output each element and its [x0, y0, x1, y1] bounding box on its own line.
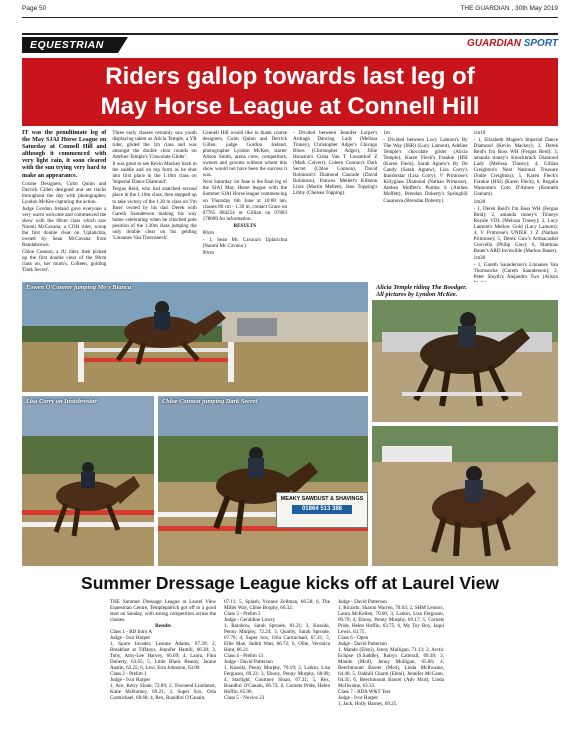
result-line: 80cm [202, 229, 214, 236]
article-column-5 [383, 130, 467, 287]
article-paragraph: Next Saturday 1st June is the final leg of the SJAI May Horse league with the Summer SJAI Horse league commencing on Thursday 6th June at 10:00 am, classes 80 cm - 1.30 m, contact Grace on 07765 884254 or Gillian on 07803 178009 for information. [202, 179, 287, 222]
result-line: - Divided between Jennifer Lorper's Ardragh Dancing Lady (Melissa Tinney), Christopher Adger's Chicago Blues (Christopher Adger), Jillie Houston's Cisba Van T Louzerhof Z (Mark Calvert), Coleen Connon's Dark Secret (Chloe Connon), David Robinson's Diamond Cascade (David Robinson), Frances Mellett's Kilkenn Lixie (Martin Mellett), Jean Topping's Libby (Chelsea Topping). [293, 130, 378, 197]
result-line: - 1, Sean Mc Cavana's Uplarichta (Naomi Mc Cavana ). [202, 236, 287, 249]
photo-caption: Lisa Corry on Innisbrostar [26, 398, 97, 405]
dressage-line: 1, Mando (Eleni), Jenny Mulligan, 71.13; 2, Arctic Eclipse (S.Saddle), Robyn Catterall, 69.38; 3, Mando (Mcd), Jenny Mulligan, 65.86; 4, Beechmount Baxter (Mcd), Linda McIlwaine, 64.46; 5, Oakhill Charm (Eleni), Jennifer McGann, 64.35; 6, Beechmount Baxter (Adv Mcd), Linda McIlwaine, 63.33. [338, 647, 444, 689]
dressage-line: Judge - Ivor Harper [338, 695, 379, 701]
dressage-line: 1, Space Invader, Leanne Adams, 67.39; 2, Breakfast at Tiffanys, Jennifer Hamill, 66.30; 3, Toby, Amy-Lee Harvey, 66.09; 4, Laura, Finn Doherty, 63.65; 5, Little Black Beauty, Janine Austin, 63.25; 6, Lexi, Erin Johnston, 63.00. [110, 641, 216, 671]
dressage-headline: Summer Dressage League kicks off at Laurel View [81, 573, 499, 593]
dressage-line: Class 6 - Open [338, 635, 369, 641]
headline-line-2: May Horse League at Connell Hill [100, 93, 480, 120]
photo-caption: Eowen O'Connor jumping Mo's Bianca [26, 284, 132, 291]
photo-caption: Chloe Connon jumping Dark Secret [162, 398, 258, 405]
dressage-column-3 [338, 599, 444, 733]
dressage-line: Judge - Geraldine Lowry [224, 617, 276, 623]
result-line: 90cm [202, 249, 214, 256]
article-column-4 [293, 130, 377, 287]
dressage-line: Class 4 - Prelim 13 [224, 653, 264, 659]
article-column-2 [112, 130, 196, 287]
headline-line-1: Riders gallop towards last leg of [105, 63, 475, 90]
dressage-line: 1, Ricardo, Sharon Warren, 70.63; 2, SHM Lennox, Laura McKellen, 70.00; 3, Larkin, Lisa Ferguson, 69.79; 4, Ebony, Penny Murphy, 69.17; 5, Cornets Pride, Helen Hoffin, 63.75; 6, My Toy Boy, Jaqui Lewis, 63.75. [338, 605, 444, 635]
paper-section-badge [467, 38, 558, 49]
article-paragraph: Chloe Connon, a JU rider, then picked up the first double clear of the 90cm class on, her mum's, Colleen, golding 'Dark Secret'. [22, 249, 107, 274]
dressage-intro: THE Summer Dressage League at Laurel View Equestrian Centre, Templepatrick got off to a good start on Sunday, with strong competition across the classes. [110, 599, 216, 623]
blank-column [452, 599, 558, 733]
dressage-line: 1, Jack, Holly Harney, 69.25. [338, 701, 398, 707]
photo-image [372, 426, 558, 566]
result-line: 1m30 [473, 254, 486, 261]
article-column-3 [203, 130, 287, 287]
dressage-column-1 [110, 599, 216, 733]
paper-name: GUARDIAN [467, 38, 521, 49]
article-paragraph: Three early classes certainly saw youth displaying talent as Alicia Temple, a YR rider, glided the 1m class and was amongst the double clear rounds on Adeline Temple's 'Chocolate Glider'. [112, 130, 197, 161]
section-rule [22, 33, 558, 35]
article-paragraph: Fergus Reid, who had snatched second place in the 1.10m class, then stepped up to take victory of the 1.20 m class on 'I'm Boss' owned by his dad. Derek with Gareth Saunderson making his way home celebrating when he clinched pole position of the 1.30m class jumping the only double clear on his gelding 'Linnanes Van Thornsneck'. [112, 186, 197, 241]
article-body [22, 130, 558, 281]
dressage-line: Class 1 - BD Intro A [110, 629, 153, 635]
result-line: - 1, Elizabeth Magee's Imperial Dance Diamond (Kevin Mackey); 2, Derek Reid's I'm Boss WH (Fergus Reid); 3, amanda tinney's Knockbrack Diamond Lady (Melissa Tinney); 4, Gillian Creighton's Neat National Treasure (Jodie Creighton); 5, Karen Fleck's Frankie (HSI) (Karen Fleck), 6, Regalia Wassome's Coto D'Amore (Kenneth Graham). [473, 137, 558, 198]
article-paragraph: Course Designers, Colm Quinn and Derrick Gillen designed and set tracks throughout the day with photographer, Lyndon McKee capturing the action. [22, 180, 107, 205]
paper-section-name: SPORT [523, 38, 558, 49]
photo-image [372, 282, 558, 422]
photo-image [22, 396, 154, 566]
sponsor-banner [276, 492, 368, 528]
result-line: - 1, Derek Reid's I'm Boss WH (Fergus Reid); 2, amanda tinney's Tinneys Royale VDL (Melissa Tinney); 3, Lucy Lamont's Mellow Gold (Lucy Lamont); 4, V Primrose's UNIEK 1 Z (Nathan Primrose); 5, Derek Gaw's Ardnacashel Coovella (Philip Gaw); 6, Matthias Bauer's ARD Invincible (Markus Bauer). [473, 205, 558, 254]
dressage-line: Class 7 - RDA W&T Test [338, 689, 391, 695]
results-heading: RESULTS [233, 222, 257, 229]
dressage-line: Judge - David Patterson [338, 599, 387, 605]
photo-image [158, 396, 368, 566]
result-line: 1m [383, 130, 390, 136]
blank-column [22, 599, 102, 733]
page-header [22, 5, 558, 15]
dressage-line: 1, Ace, Kerry Sloan, 72.89; 2, Townend Lionheart, Katie McBurney, 69.21; 3, Super Sox, Orla Carmichael, 68.68; 4, Rex, Ruaidhri O'Canain, [110, 683, 216, 701]
dressage-line: Class 5 - Novice 23 [224, 695, 265, 701]
result-line: 1m20 [473, 198, 486, 205]
dressage-line: Judge - David Patterson [224, 659, 273, 665]
photo-horse-jumping-3 [22, 396, 154, 566]
dressage-body [22, 599, 558, 733]
article-lead: IT was the penultimate leg of the May SJAI Horse League on Saturday at Connell Hill and although it commenced with very light rain, it soon cleared with the sun trying very hard to make an appearance. [22, 130, 107, 179]
dressage-line: 1, Rainbow, Sarah Sproule, 81.21; 2, Kossiki, Penny Murphy, 72.24; 3, Quality, Sarah Sproule, 67.76; 4, Super Sox, Orla Carmichael, 67.41; 5, Ellie Mae, Judith Watt, 66.72; 6, Ollie, Veronica Hunt, 66.21. [224, 623, 330, 653]
paper-date: THE GUARDIAN , 30th May 2019 [460, 5, 558, 12]
dressage-line: Class 3 - Prelim 2 [224, 611, 261, 617]
section-bar [22, 37, 558, 53]
dressage-results-heading: Results [155, 623, 171, 629]
article-paragraph: It was great to see Kevin Mackey back in the saddle and on top form as he shot into first place in the 1.10m class on 'Imperial Dance Diamond'. [112, 161, 197, 186]
banner-phone: 01864 513 388 [292, 505, 352, 514]
photo-horse-jumping-4 [158, 396, 368, 566]
dressage-line: Judge - Ivor Harper [110, 677, 151, 683]
article-column-6 [474, 130, 558, 287]
dressage-line: Class 2 - Prelim 1 [110, 671, 147, 677]
banner-title: MEAKY SAWDUST & SHAVINGS [280, 496, 364, 502]
photo-horse-jumping-1 [22, 282, 368, 392]
dressage-line: 67.11; 5, Splash, Yvonne Zellman, 66.58; 6, The Miller Way, Chloe Brophy, 66.32. [224, 599, 330, 611]
main-headline [22, 58, 558, 126]
photo-image [22, 282, 368, 392]
dressage-column-2 [224, 599, 330, 733]
result-line: 1m10 [473, 130, 486, 136]
photo-horse-jumping-5 [372, 426, 558, 566]
page-number: Page 50 [22, 5, 47, 12]
photo-caption: Alicia Temple riding The Boodger. All pictures by Lyndon McKee. [376, 284, 467, 298]
photo-horse-jumping-2 [372, 282, 558, 422]
result-line: - 1, Gareth Saunderson's Linnanes Van Thornsncke (Gareth Saunderson); 2, Peter Smyth's Alejandro Two (Alison [473, 261, 558, 281]
dressage-line: Judge - David Patterson [338, 641, 387, 647]
article-paragraph: Judge Gordon Ireland gave everyone a very warm welcome and commenced the show with the 80cm class which saw Naomi McCavana, a COH rider, scoop the first double clear on 'Uplatichta, owned by Sean McCavana from Randalstown. [22, 205, 107, 249]
article-column-1 [22, 130, 106, 287]
dressage-line: 1, Kossiki, Penny Murphy, 70.19; 2, Larkin, Lisa Ferguson, 69.23; 3, Ebony, Penny Murphy, 68.08; 4, Starlight, Courtney Sloan, 67.31; 5, Rex, Ruaidhri O'Canain, 66.73; 6, Cornets Pride, Helen Hoffin, 65.96. [224, 665, 330, 695]
result-line: - Divided between Lucy Lamont's By The Way (IHR) (Lucy Lamont), Adeline Temple's chocolate glider (Alicia Temple), Karen Fleck's Frankie (HSI (Karen Fleck), Sarah Agnew's By De Candy (Sarah Agnew), Lisa Corry's Innisbrstar (Lisa Corry), V Primrose's Killyglass Diamond (Nathan Primrose), Anthea Moffett's Pumba S (Anthea Moffett), Brendan Doherty's Springhill Casanova (Brendan Doherty). [383, 137, 468, 204]
dressage-line: Judge - Ivor Harper [110, 635, 151, 641]
section-badge: EQUESTRIAN [22, 37, 118, 53]
header-rule [22, 17, 558, 18]
article-paragraph: Connell Hill would like to thank course designers, Colm Quinn and Derrick Gillen, judge Gordon Ireland, photographer Lyndon McKee, starter Alison Smith, arena crew, competitors, owners and grooms without whom this show would not have been the success it was. [202, 130, 287, 179]
